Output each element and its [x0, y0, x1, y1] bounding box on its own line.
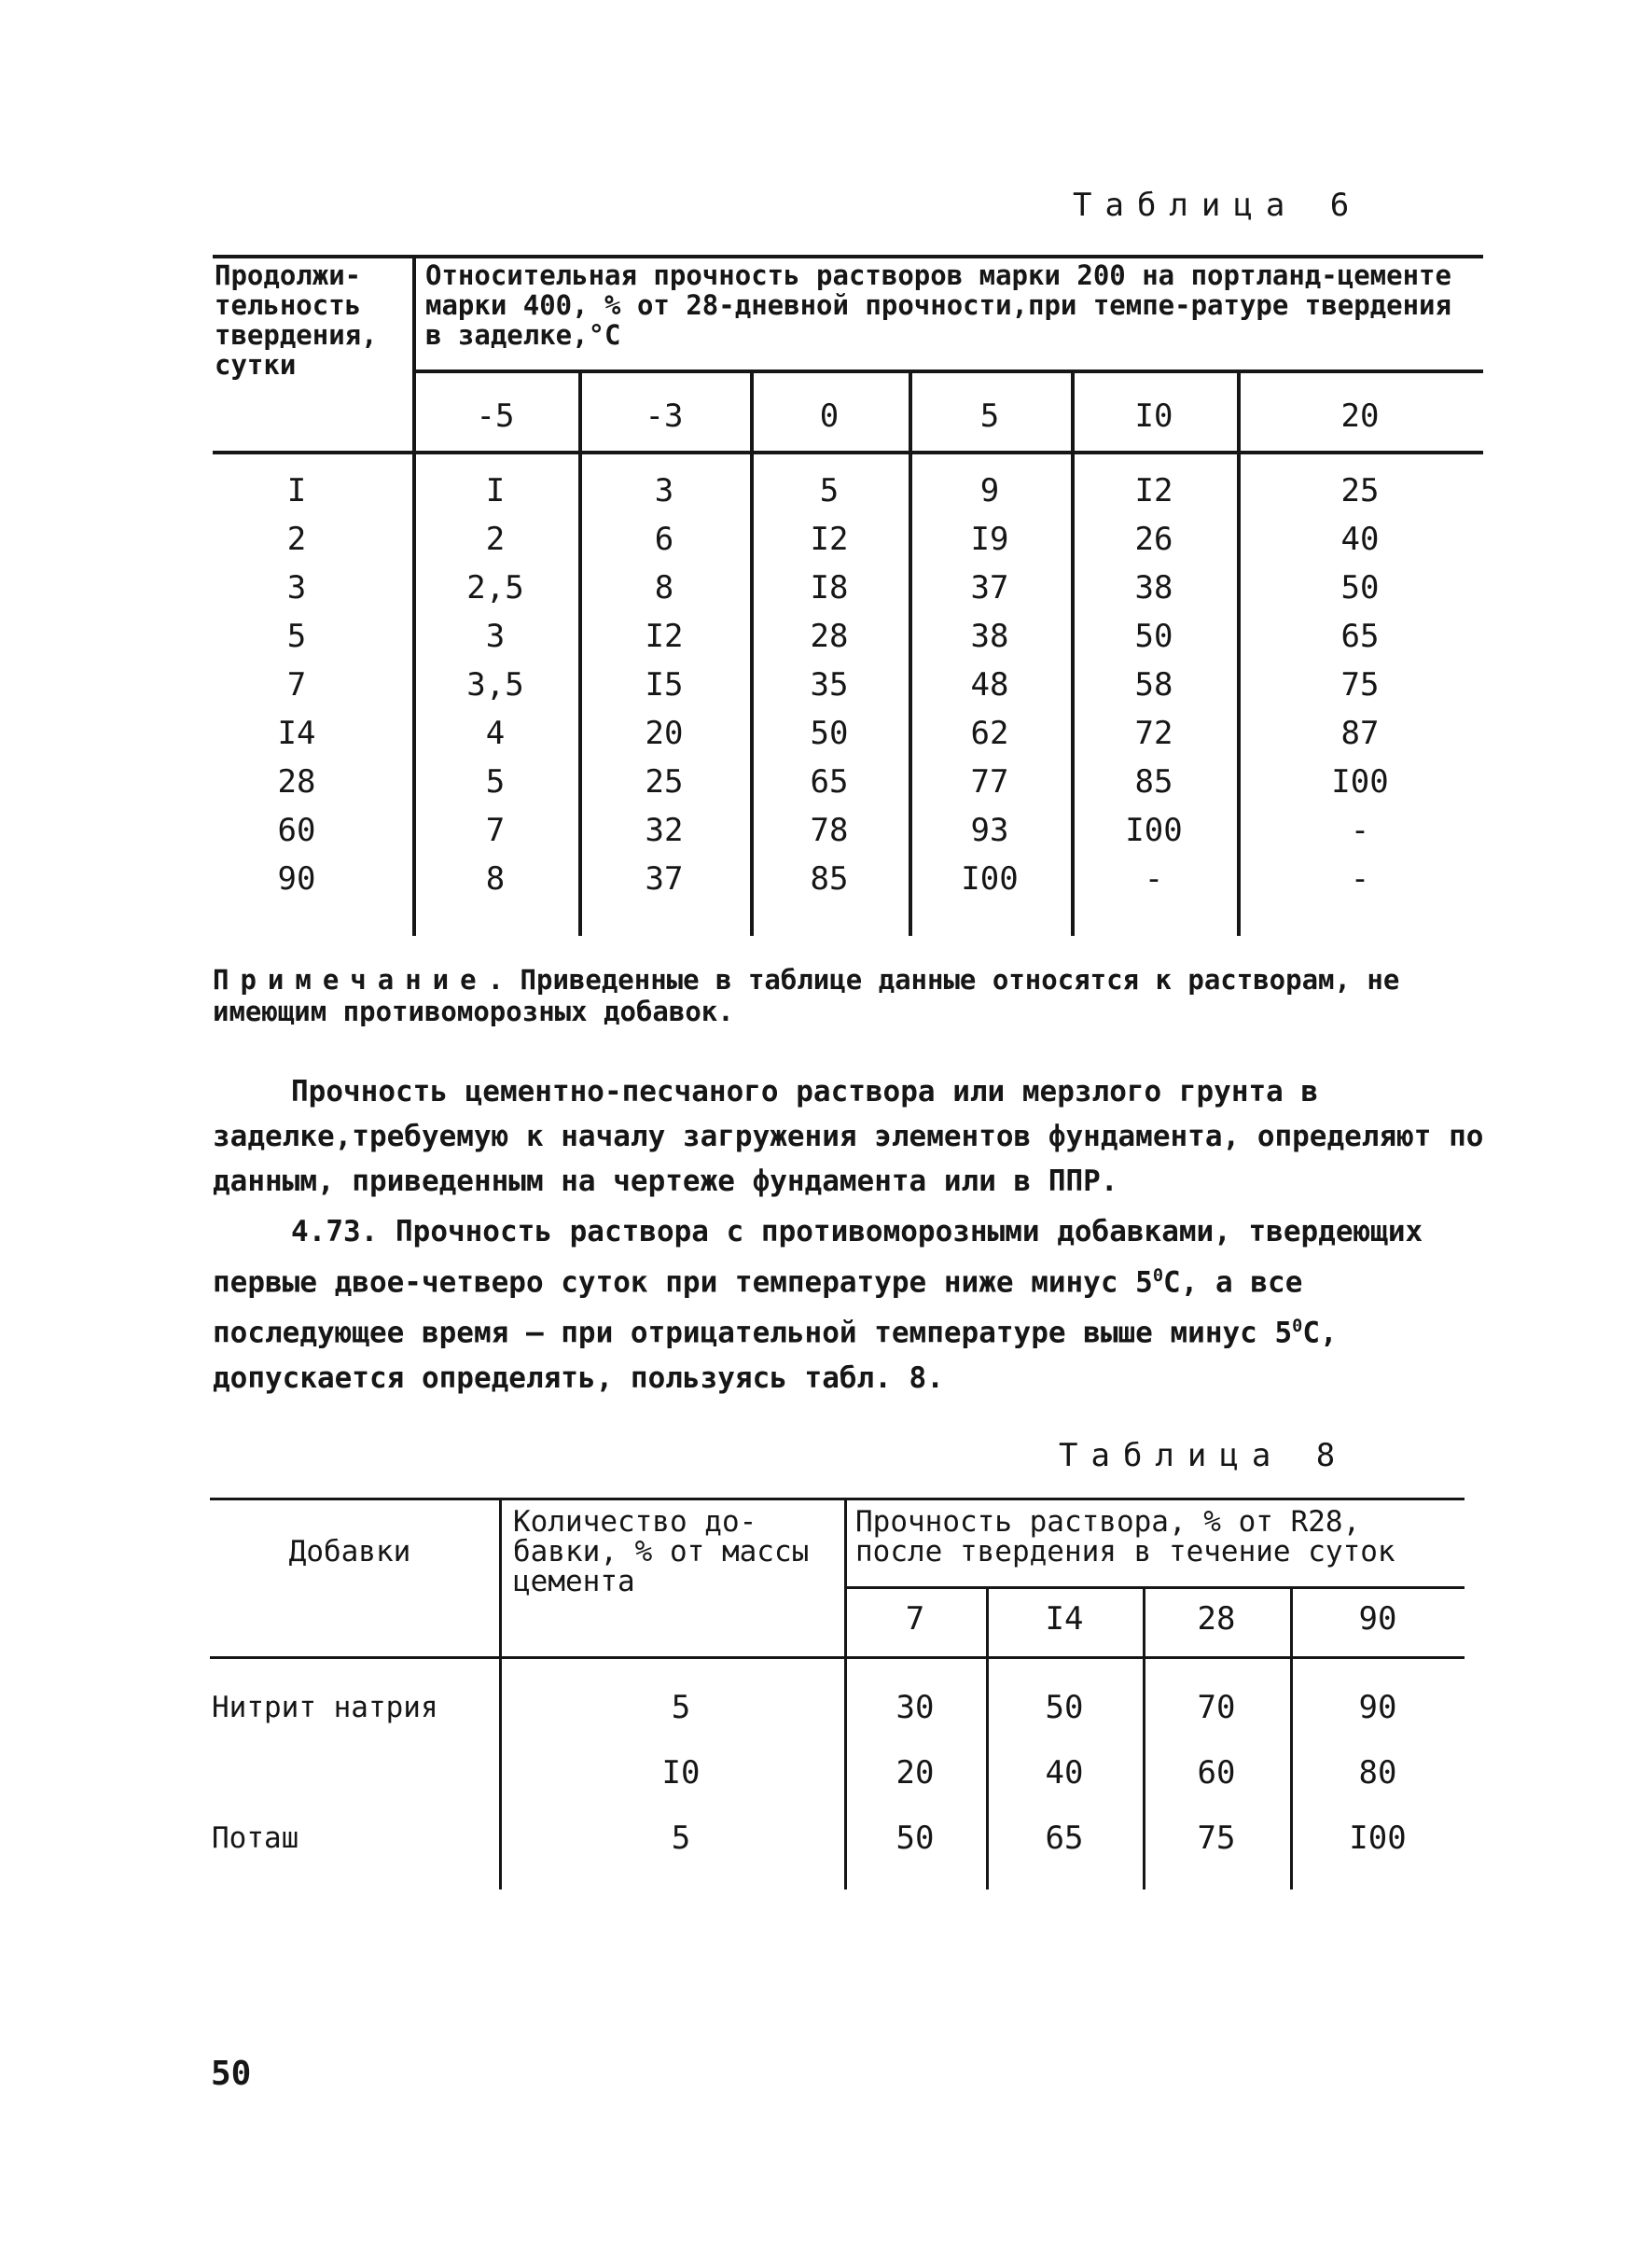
table6-value-cell: 77	[970, 763, 1009, 801]
table8-day-header: 90	[1358, 1600, 1397, 1638]
table6-value-cell: -	[1350, 860, 1370, 898]
table6-value-cell: -	[1350, 812, 1370, 849]
table6-value-cell: 50	[1134, 618, 1173, 655]
paragraph-4-73	[213, 1209, 1491, 1401]
table6-value-cell: 6	[654, 521, 674, 558]
degree-sup: 0	[1292, 1317, 1303, 1337]
table8-day-header: 28	[1197, 1600, 1236, 1638]
table6-days-cell: 90	[277, 860, 316, 898]
table8-value-cell: I00	[1349, 1820, 1407, 1857]
table6-value-cell: 85	[810, 860, 849, 898]
table6-value-cell: I00	[1125, 812, 1183, 849]
table6-days-cell: 7	[286, 666, 307, 704]
table6-value-cell: 38	[970, 618, 1009, 655]
table6-value-cell: 50	[810, 715, 849, 752]
table8-top-rule	[210, 1498, 1465, 1500]
table8-header-amount: Количество до-бавки, % от массы цемента	[513, 1505, 810, 1598]
table6-value-cell: 37	[970, 569, 1009, 607]
table6-days-cell: 3	[286, 569, 307, 607]
table6-days-cell: I	[286, 472, 307, 509]
table8-value-cell: 70	[1197, 1689, 1236, 1726]
table8-head-bottom-rule	[210, 1656, 1465, 1659]
table6-head-bottom-rule	[213, 451, 1483, 454]
note-label: Примечание	[213, 964, 488, 996]
table6-value-cell: 93	[970, 812, 1009, 849]
table6-value-cell: 26	[1134, 521, 1173, 558]
table6-value-cell: 8	[654, 569, 674, 607]
table6-col-divider	[750, 370, 754, 936]
table6-temperature-header: -5	[476, 397, 515, 435]
table8-header-strength: Прочность раствора, % от R28, после твердения в течение суток	[855, 1505, 1395, 1569]
table8-header-additive: Добавки	[288, 1535, 411, 1569]
table6-value-cell: I2	[810, 521, 849, 558]
table6-temperature-header: I0	[1134, 397, 1173, 435]
table6-value-cell: I	[485, 472, 506, 509]
page-number: 50	[211, 2055, 252, 2093]
table6-value-cell: 72	[1134, 715, 1173, 752]
table6-col-divider	[1237, 370, 1241, 936]
table6-value-cell: 28	[810, 618, 849, 655]
table6-value-cell: 62	[970, 715, 1009, 752]
table8-caption: Таблица 8	[1059, 1437, 1349, 1474]
table6-value-cell: 40	[1340, 521, 1380, 558]
table8-day-header: 7	[905, 1600, 925, 1638]
table6-value-cell: I9	[970, 521, 1009, 558]
table6-value-cell: 25	[1340, 472, 1380, 509]
table6-header-rule	[412, 370, 1483, 373]
table6-value-cell: 2,5	[466, 569, 524, 607]
paragraph-text: С, а все последующее время – при отрицательной температуре выше минус 5	[213, 1265, 1303, 1350]
table8-value-cell: 20	[895, 1754, 935, 1792]
table6-col-divider	[909, 370, 912, 936]
table6-value-cell: 48	[970, 666, 1009, 704]
table8-day-header: I4	[1045, 1600, 1084, 1638]
degree-sup: 0	[1152, 1266, 1164, 1286]
table6-stub-header: Продолжи-тельность твердения, сутки	[215, 259, 378, 381]
table6-value-cell: 3	[654, 472, 674, 509]
table6-top-rule	[213, 255, 1483, 258]
table8-amount-cell: 5	[671, 1820, 691, 1857]
paragraph-text: Прочность раствора с противоморозными добавками, твердеющих первые двое-четверо суток при температуре ниже минус 5	[213, 1215, 1423, 1300]
table6-value-cell: I2	[1134, 472, 1173, 509]
table6-value-cell: 2	[485, 521, 506, 558]
table6-value-cell: I5	[645, 666, 684, 704]
table6-value-cell: 5	[485, 763, 506, 801]
table8-value-cell: 75	[1197, 1820, 1236, 1857]
table8-value-cell: 65	[1045, 1820, 1084, 1857]
paragraph-1: Прочность цементно-песчаного раствора или мерзлого грунта в заделке,требуемую к началу загружения элементов фундамента, определяют по данным, приведенным на чертеже фундамента или в ППР.	[213, 1075, 1484, 1198]
note-text: . Приведенные в таблице данные относятся к растворам, не имеющим противоморозных добавок.	[213, 964, 1400, 1027]
table6-temperature-header: -3	[645, 397, 684, 435]
table8-col-divider	[1290, 1586, 1293, 1889]
table8-amount-cell: 5	[671, 1689, 691, 1726]
table6-value-cell: 3,5	[466, 666, 524, 704]
table6-value-cell: 37	[645, 860, 684, 898]
table6-value-cell: 32	[645, 812, 684, 849]
table6-value-cell: 35	[810, 666, 849, 704]
table6-caption: Таблица 6	[1073, 187, 1363, 224]
table8-value-cell: 60	[1197, 1754, 1236, 1792]
table6-col-divider	[1071, 370, 1075, 936]
table8-value-cell: 40	[1045, 1754, 1084, 1792]
table8-additive-cell	[212, 1750, 492, 1796]
table6-note	[213, 964, 1491, 1027]
table6-value-cell: 78	[810, 812, 849, 849]
table6-value-cell: 7	[485, 812, 506, 849]
table6-temperature-header: 0	[819, 397, 840, 435]
table6-value-cell: 5	[819, 472, 840, 509]
table8-additive-cell: Поташ	[212, 1821, 299, 1855]
table6-span-header: Относительная прочность растворов марки 200 на портланд-цементе марки 400, % от 28-дневной прочности,при темпе-ратуре твердения в заделке,°С	[425, 259, 1451, 351]
table8-value-cell: 50	[1045, 1689, 1084, 1726]
table6-value-cell: 87	[1340, 715, 1380, 752]
table6-days-cell: 28	[277, 763, 316, 801]
table6-value-cell: 8	[485, 860, 506, 898]
table6-value-cell: 85	[1134, 763, 1173, 801]
table8-value-cell: 30	[895, 1689, 935, 1726]
table6-temperature-header: 5	[979, 397, 1000, 435]
table6-value-cell: I2	[645, 618, 684, 655]
table6-value-cell: 20	[645, 715, 684, 752]
table8-col-divider	[1143, 1586, 1145, 1889]
table6-value-cell: -	[1144, 860, 1164, 898]
table8-additive-cell: Нитрит натрия	[212, 1691, 438, 1724]
table6-value-cell: 65	[1340, 618, 1380, 655]
table8-value-cell: 50	[895, 1820, 935, 1857]
table6-days-cell: 5	[286, 618, 307, 655]
table6-value-cell: I8	[810, 569, 849, 607]
table8-header-rule	[844, 1586, 1465, 1589]
table8-amount-cell: I0	[661, 1754, 701, 1792]
table6-value-cell: 75	[1340, 666, 1380, 704]
table6-value-cell: 9	[979, 472, 1000, 509]
table6-value-cell: 65	[810, 763, 849, 801]
table6	[213, 255, 1483, 936]
table6-days-cell: I4	[277, 715, 316, 752]
table8-value-cell: 90	[1358, 1689, 1397, 1726]
table6-value-cell: 25	[645, 763, 684, 801]
table6-value-cell: 4	[485, 715, 506, 752]
table8-value-cell: 80	[1358, 1754, 1397, 1792]
table8-col-divider	[499, 1498, 502, 1889]
table6-days-cell: 2	[286, 521, 307, 558]
table6-col-divider	[578, 370, 582, 936]
table6-value-cell: 50	[1340, 569, 1380, 607]
clause-number: 4.73.	[291, 1215, 379, 1248]
table6-value-cell: I00	[961, 860, 1019, 898]
table8	[210, 1498, 1465, 1889]
table6-days-cell: 60	[277, 812, 316, 849]
table6-temperature-header: 20	[1340, 397, 1380, 435]
table6-value-cell: I00	[1331, 763, 1389, 801]
table6-value-cell: 38	[1134, 569, 1173, 607]
table6-value-cell: 3	[485, 618, 506, 655]
table6-value-cell: 58	[1134, 666, 1173, 704]
paragraph-text: С, допускается определять, пользуясь табл. 8.	[213, 1316, 1338, 1395]
table8-col-divider	[986, 1586, 989, 1889]
